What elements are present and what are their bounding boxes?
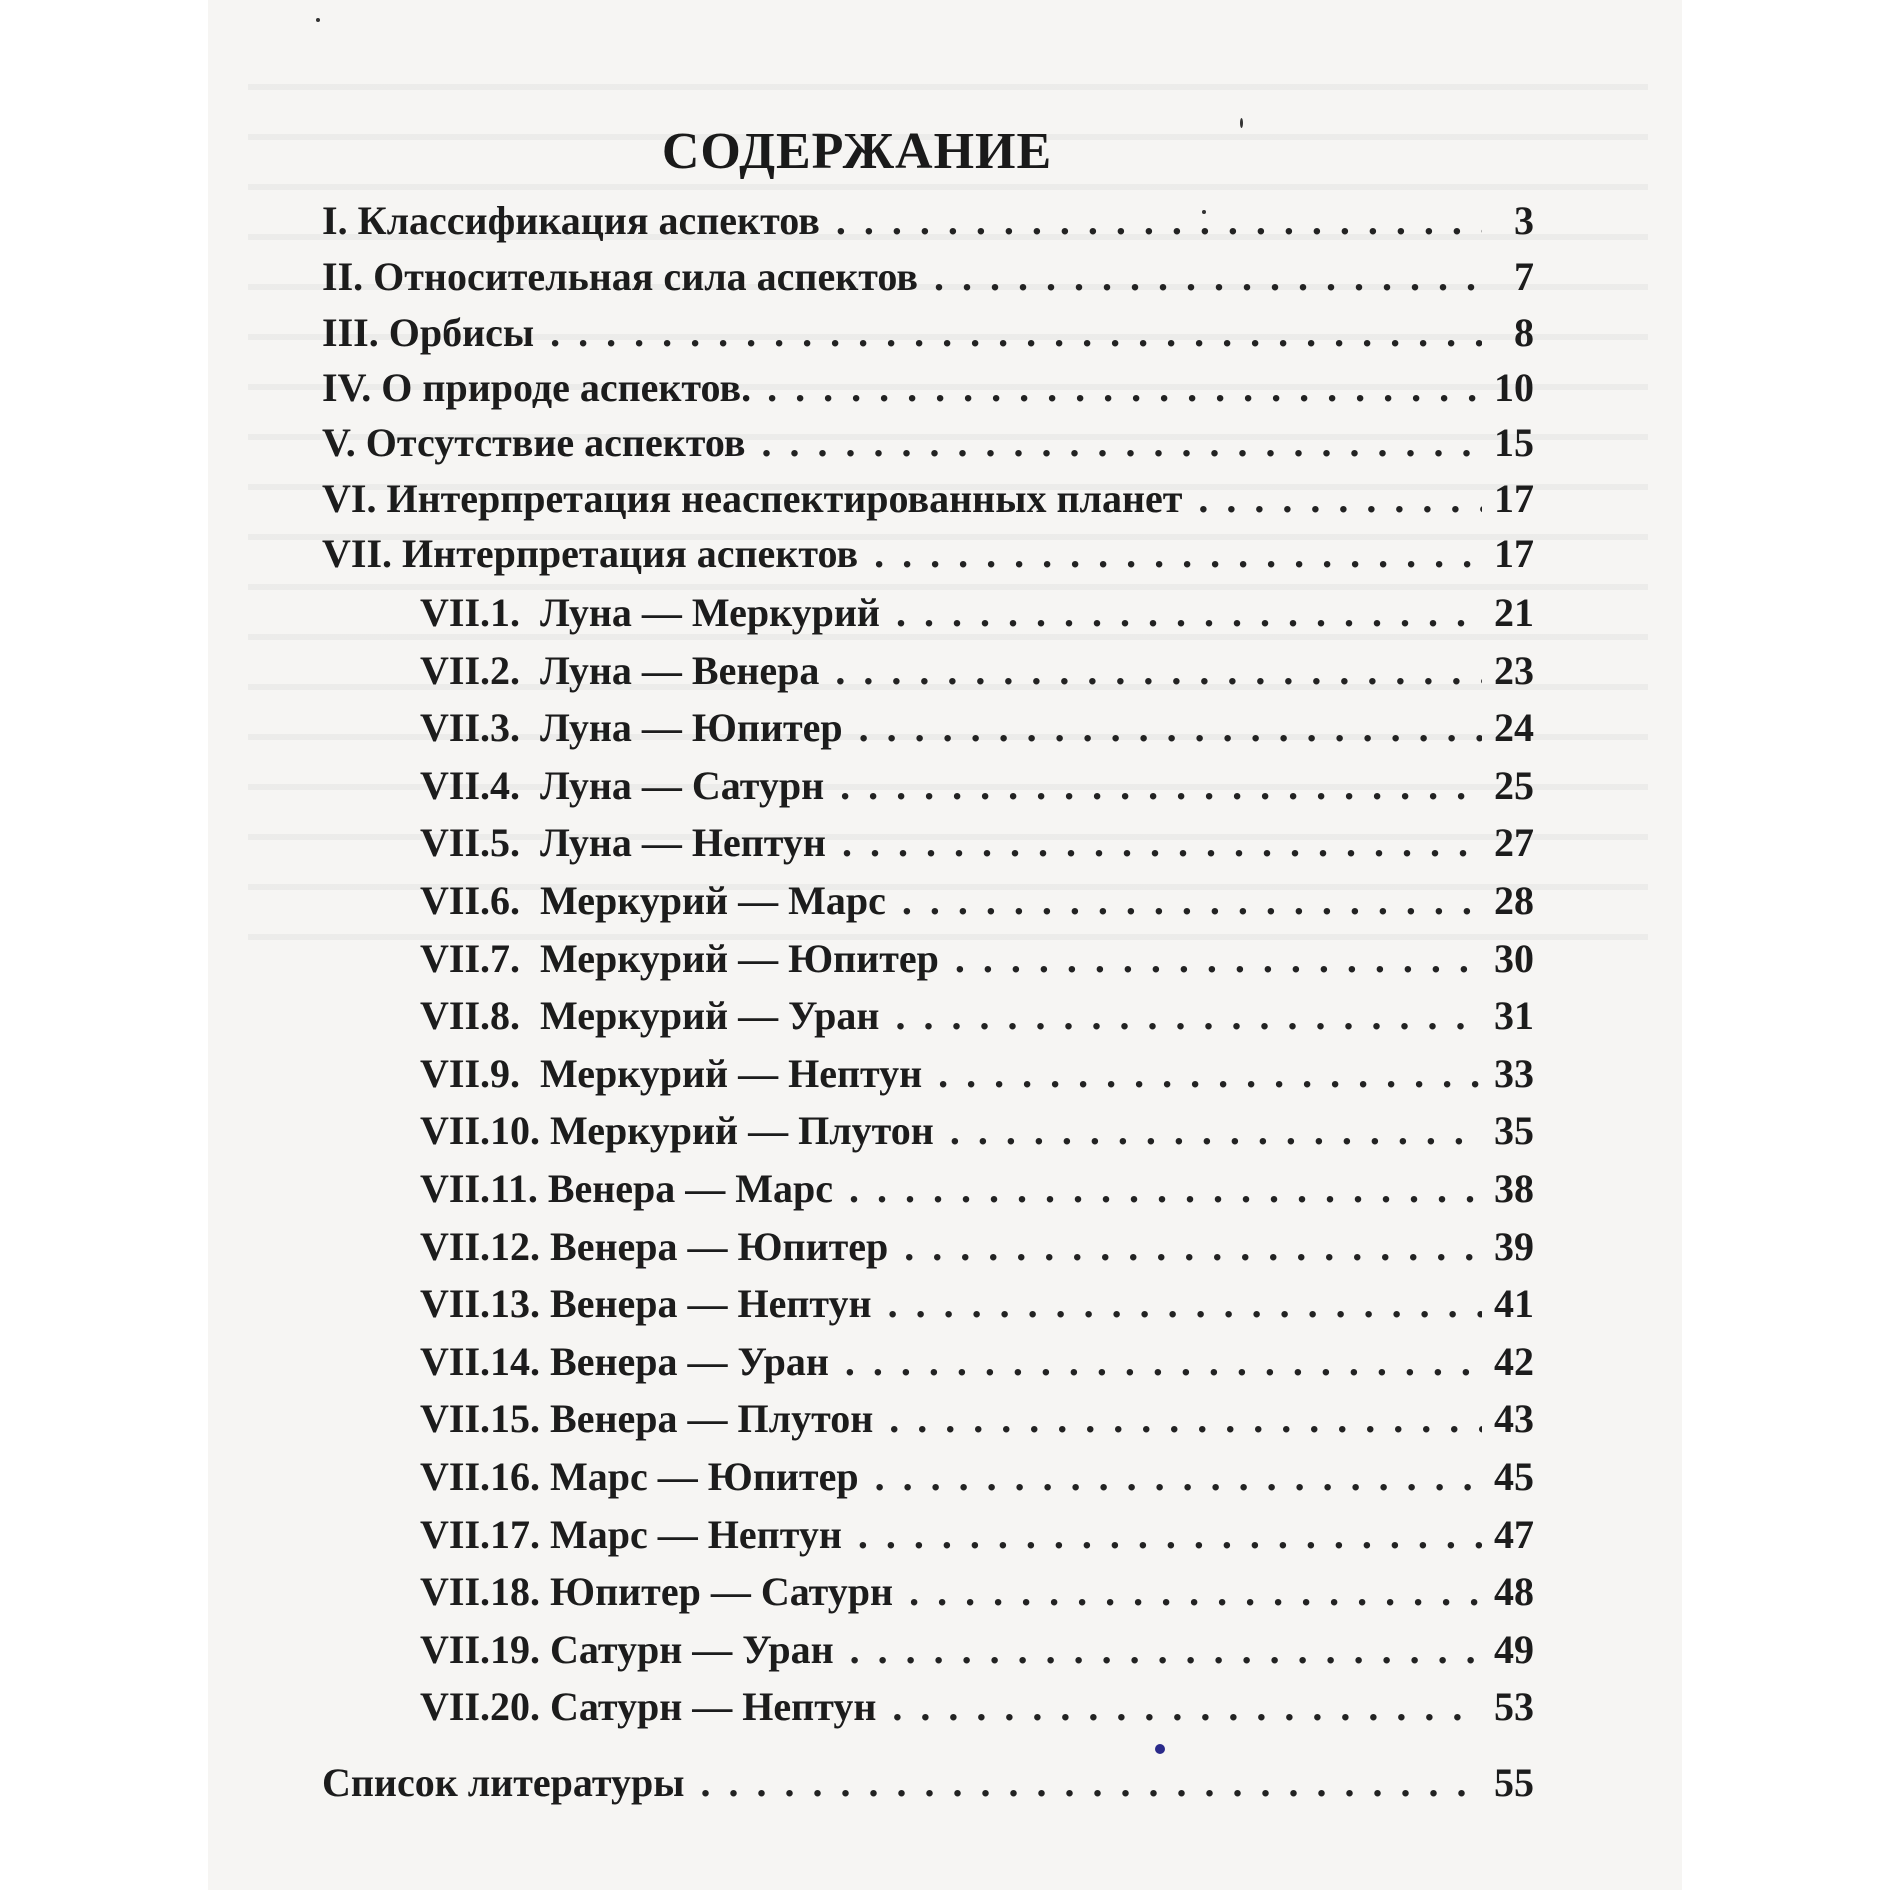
toc-entry-number: VII.5. xyxy=(420,820,541,865)
toc-entry-label: Орбисы xyxy=(388,310,535,355)
toc-entry-page-number: 15 xyxy=(1494,420,1534,465)
toc-entry xyxy=(420,1684,1534,1730)
dot-leader xyxy=(550,310,1482,356)
toc-entry xyxy=(420,705,1534,751)
toc-entry-label: Луна — Нептун xyxy=(540,820,826,865)
toc-entry-number: VII.6. xyxy=(420,878,541,923)
toc-entry-number: VII.18. xyxy=(420,1569,551,1614)
dot-leader xyxy=(858,1512,1482,1558)
toc-entry xyxy=(420,1108,1534,1154)
toc-entry-label: Луна — Венера xyxy=(540,648,820,693)
toc-entry-label: Юпитер — Сатурн xyxy=(550,1569,894,1614)
toc-entry-number: VII.15. xyxy=(420,1396,551,1441)
toc-entry-page-number: 23 xyxy=(1494,648,1534,693)
toc-entry-number: III. xyxy=(322,310,389,355)
toc-entry-label: Отсутствие аспектов xyxy=(365,420,746,465)
toc-entry-page-number: 53 xyxy=(1494,1684,1534,1729)
toc-entry xyxy=(322,1760,1534,1806)
dot-leader xyxy=(700,1760,1482,1806)
toc-entry xyxy=(322,310,1534,356)
toc-entry-label: Венера — Юпитер xyxy=(550,1224,889,1269)
ink-dot xyxy=(1155,1744,1165,1754)
toc-entry xyxy=(420,878,1534,924)
toc-entry-page-number: 28 xyxy=(1494,878,1534,923)
toc-entry xyxy=(322,531,1534,577)
toc-entry xyxy=(420,590,1534,636)
dot-leader xyxy=(842,820,1482,866)
toc-entry-page-number: 48 xyxy=(1494,1569,1534,1614)
toc-entry-number: VII.9. xyxy=(420,1051,541,1096)
book-page xyxy=(208,0,1682,1890)
dot-leader xyxy=(955,936,1482,982)
toc-entry-page-number: 33 xyxy=(1494,1051,1534,1096)
toc-entry-label: Сатурн — Уран xyxy=(550,1627,834,1672)
dot-leader xyxy=(950,1108,1482,1154)
dot-leader xyxy=(840,763,1482,809)
dot-leader xyxy=(889,1396,1482,1442)
toc-entry-label: Меркурий — Юпитер xyxy=(540,936,939,981)
toc-entry-number: VII.2. xyxy=(420,648,541,693)
toc-entry-number: II. xyxy=(322,254,374,299)
toc-entry-page-number: 39 xyxy=(1494,1224,1534,1269)
toc-entry-number: VII.17. xyxy=(420,1512,551,1557)
toc-entry-number: VII.8. xyxy=(420,993,541,1038)
toc-entry-number: VII. xyxy=(322,531,403,576)
dot-leader xyxy=(850,1627,1482,1673)
toc-entry-number: VII.7. xyxy=(420,936,541,981)
toc-entry-label: Венера — Плутон xyxy=(550,1396,874,1441)
toc-entry-label: Сатурн — Нептун xyxy=(550,1684,877,1729)
toc-entry-label: Меркурий — Плутон xyxy=(550,1108,934,1153)
toc-entry-label: Венера — Уран xyxy=(550,1339,829,1384)
toc-entry xyxy=(420,1396,1534,1442)
dot-leader xyxy=(874,531,1482,577)
toc-entry-number: VII.1. xyxy=(420,590,541,635)
toc-entry-number: VII.20. xyxy=(420,1684,551,1729)
toc-entry xyxy=(420,820,1534,866)
dot-leader xyxy=(892,1684,1482,1730)
toc-entry-label: Интерпретация аспектов xyxy=(402,531,859,576)
dot-leader xyxy=(888,1281,1482,1327)
toc-entry xyxy=(420,1454,1534,1500)
toc-entry-number: VII.14. xyxy=(420,1339,551,1384)
toc-entry xyxy=(420,1166,1534,1212)
dot-leader xyxy=(895,993,1482,1039)
dot-leader xyxy=(904,1224,1482,1270)
toc-entry xyxy=(420,1627,1534,1673)
dot-leader xyxy=(934,254,1482,300)
toc-entry-label: Луна — Сатурн xyxy=(540,763,825,808)
toc-entry-page-number: 27 xyxy=(1494,820,1534,865)
toc-entry-label: Классификация аспектов xyxy=(357,198,820,243)
toc-entry-page-number: 8 xyxy=(1514,310,1534,355)
toc-entry-number: IV. xyxy=(322,365,382,410)
toc-entry-page-number: 17 xyxy=(1494,531,1534,576)
toc-entry-number: I. xyxy=(322,198,358,243)
toc-entry-page-number: 55 xyxy=(1494,1760,1534,1805)
toc-entry-label: Меркурий — Уран xyxy=(540,993,880,1038)
toc-entry-number: VII.16. xyxy=(420,1454,551,1499)
toc-entry-label: Венера — Марс xyxy=(547,1166,834,1211)
toc-entry-page-number: 41 xyxy=(1494,1281,1534,1326)
toc-entry-page-number: 35 xyxy=(1494,1108,1534,1153)
toc-entry-label: Луна — Меркурий xyxy=(540,590,880,635)
toc-entry-number: VII.12. xyxy=(420,1224,551,1269)
dot-leader xyxy=(902,878,1482,924)
toc-entry-number: V. xyxy=(322,420,366,465)
dot-leader xyxy=(845,1339,1482,1385)
toc-entry-page-number: 21 xyxy=(1494,590,1534,635)
toc-entry xyxy=(322,254,1534,300)
toc-entry-page-number: 25 xyxy=(1494,763,1534,808)
toc-entry-number: VII.19. xyxy=(420,1627,551,1672)
dot-leader xyxy=(835,648,1482,694)
dot-leader xyxy=(875,1454,1482,1500)
toc-entry xyxy=(420,993,1534,1039)
dot-leader xyxy=(767,365,1482,411)
dot-leader xyxy=(938,1051,1482,1097)
toc-entry-label: Меркурий — Марс xyxy=(540,878,886,923)
toc-entry xyxy=(322,198,1534,244)
toc-entry-page-number: 38 xyxy=(1494,1166,1534,1211)
toc-entry-page-number: 17 xyxy=(1494,476,1534,521)
toc-entry-label: Относительная сила аспектов xyxy=(373,254,919,299)
toc-entry-label: Интерпретация неаспектированных планет xyxy=(386,476,1183,521)
dot-leader xyxy=(896,590,1482,636)
toc-entry xyxy=(322,420,1534,466)
toc-entry-number: VII.4. xyxy=(420,763,541,808)
toc-entry-page-number: 43 xyxy=(1494,1396,1534,1441)
toc-entry-page-number: 42 xyxy=(1494,1339,1534,1384)
toc-entry xyxy=(420,1281,1534,1327)
page-title: СОДЕРЖАНИЕ xyxy=(661,123,1053,180)
toc-entry-page-number: 24 xyxy=(1494,705,1534,750)
toc-entry xyxy=(322,365,1534,411)
toc-entry-label: Марс — Юпитер xyxy=(550,1454,859,1499)
toc-entry-label: Меркурий — Нептун xyxy=(540,1051,923,1096)
toc-entry xyxy=(322,476,1534,522)
toc-entry xyxy=(420,763,1534,809)
toc-entry-page-number: 31 xyxy=(1494,993,1534,1038)
dot-leader xyxy=(761,420,1482,466)
dot-leader xyxy=(1198,476,1482,522)
dot-leader xyxy=(909,1569,1482,1615)
toc-entry xyxy=(420,1339,1534,1385)
toc-entry-number: VII.10. xyxy=(420,1108,551,1153)
dot-leader xyxy=(836,198,1482,244)
toc-entry-label: Список литературы xyxy=(322,1760,685,1805)
dot-leader xyxy=(849,1166,1482,1212)
toc-entry xyxy=(420,936,1534,982)
toc-entry-number: VII.3. xyxy=(420,705,541,750)
toc-entry-page-number: 47 xyxy=(1494,1512,1534,1557)
dot-leader xyxy=(859,705,1482,751)
toc-entry-page-number: 30 xyxy=(1494,936,1534,981)
toc-entry-label: Марс — Нептун xyxy=(550,1512,842,1557)
toc-entry xyxy=(420,1512,1534,1558)
toc-entry-page-number: 49 xyxy=(1494,1627,1534,1672)
toc-entry-page-number: 7 xyxy=(1514,254,1534,299)
toc-entry xyxy=(420,1051,1534,1097)
toc-entry-label: Венера — Нептун xyxy=(550,1281,872,1326)
toc-entry xyxy=(420,1224,1534,1270)
toc-entry-page-number: 45 xyxy=(1494,1454,1534,1499)
toc-entry-page-number: 10 xyxy=(1494,365,1534,410)
toc-entry-number: VII.13. xyxy=(420,1281,551,1326)
toc-entry xyxy=(420,1569,1534,1615)
toc-entry-page-number: 3 xyxy=(1514,198,1534,243)
toc-entry-label: Луна — Юпитер xyxy=(540,705,843,750)
toc-entry xyxy=(420,648,1534,694)
toc-entry-number: VII.11. xyxy=(420,1166,548,1211)
toc-entry-number: VI. xyxy=(322,476,387,521)
toc-entry-label: О природе аспектов. xyxy=(381,365,752,410)
